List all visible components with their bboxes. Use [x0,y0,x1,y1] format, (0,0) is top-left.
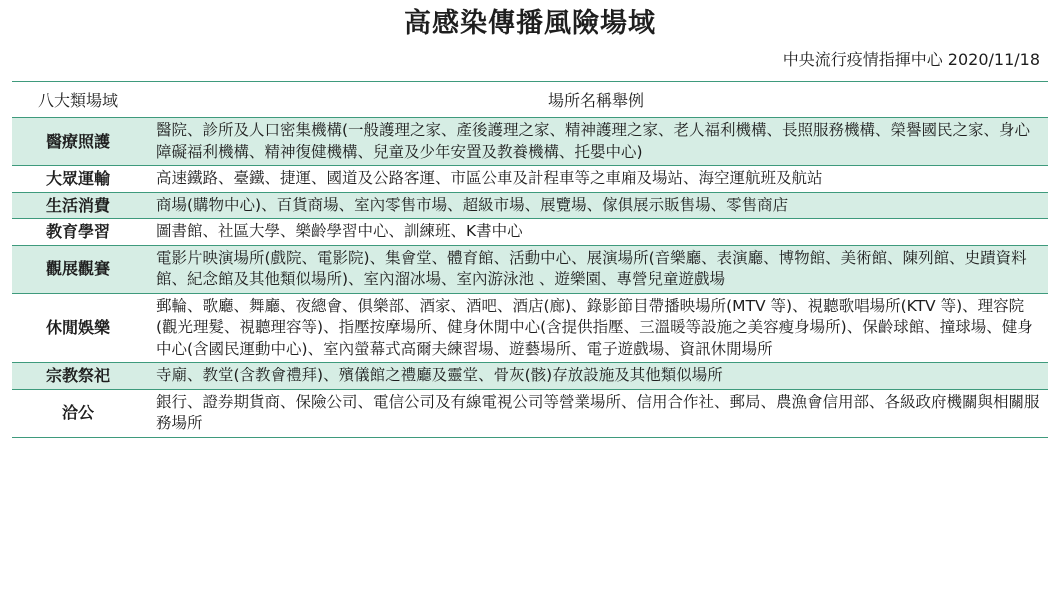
category-cell: 觀展觀賽 [12,245,144,293]
header-examples: 場所名稱舉例 [144,82,1048,118]
category-cell: 洽公 [12,389,144,437]
examples-cell: 郵輪、歌廳、舞廳、夜總會、俱樂部、酒家、酒吧、酒店(廊)、錄影節目帶播映場所(MTV 等)、視聽歌唱場所(KTV 等)、理容院(觀光理髮、視聽理容等)、指壓按摩場所、健身休閒中心(含提供指壓、三溫暖等設施之美容瘦身場所)、保齡球館、撞球場、健身中心(含國民運動中心)、室內螢幕式高爾夫練習場、遊藝場所、電子遊戲場、資訊休閒場所 [144,293,1048,363]
table-row [12,363,1048,390]
page-title: 高感染傳播風險場域 [404,8,656,39]
category-cell: 教育學習 [12,219,144,246]
examples-cell: 銀行、證券期貨商、保險公司、電信公司及有線電視公司等營業場所、信用合作社、郵局、農漁會信用部、各級政府機關與相關服務場所 [144,389,1048,437]
examples-cell: 圖書館、社區大學、樂齡學習中心、訓練班、K書中心 [144,219,1048,246]
venue-table [12,81,1048,438]
examples-cell: 寺廟、教堂(含教會禮拜)、殯儀館之禮廳及靈堂、骨灰(骸)存放設施及其他類似場所 [144,363,1048,390]
examples-cell: 電影片映演場所(戲院、電影院)、集會堂、體育館、活動中心、展演場所(音樂廳、表演廳、博物館、美術館、陳列館、史蹟資料館、紀念館及其他類似場所)、室內溜冰場、室內游泳池 、遊樂園、專營兒童遊戲場 [144,245,1048,293]
category-cell: 宗教祭祀 [12,363,144,390]
examples-cell: 醫院、診所及人口密集機構(一般護理之家、產後護理之家、精神護理之家、老人福利機構、長照服務機構、榮譽國民之家、身心障礙福利機構、精神復健機構、兒童及少年安置及教養機構、托嬰中心) [144,118,1048,166]
table-row [12,293,1048,363]
examples-cell: 高速鐵路、臺鐵、捷運、國道及公路客運、市區公車及計程車等之車廂及場站、海空運航班及航站 [144,166,1048,193]
table-row [12,245,1048,293]
table-row [12,118,1048,166]
category-cell: 休閒娛樂 [12,293,144,363]
table-header-row [12,82,1048,118]
table-row [12,166,1048,193]
table-row [12,192,1048,219]
table-row [12,389,1048,437]
category-cell: 生活消費 [12,192,144,219]
source-date: 中央流行疫情指揮中心 2020/11/18 [782,50,1040,69]
table-row [12,219,1048,246]
header-category: 八大類場域 [12,82,144,118]
category-cell: 醫療照護 [12,118,144,166]
category-cell: 大眾運輸 [12,166,144,193]
examples-cell: 商場(購物中心)、百貨商場、室內零售市場、超級市場、展覽場、傢俱展示販售場、零售商店 [144,192,1048,219]
